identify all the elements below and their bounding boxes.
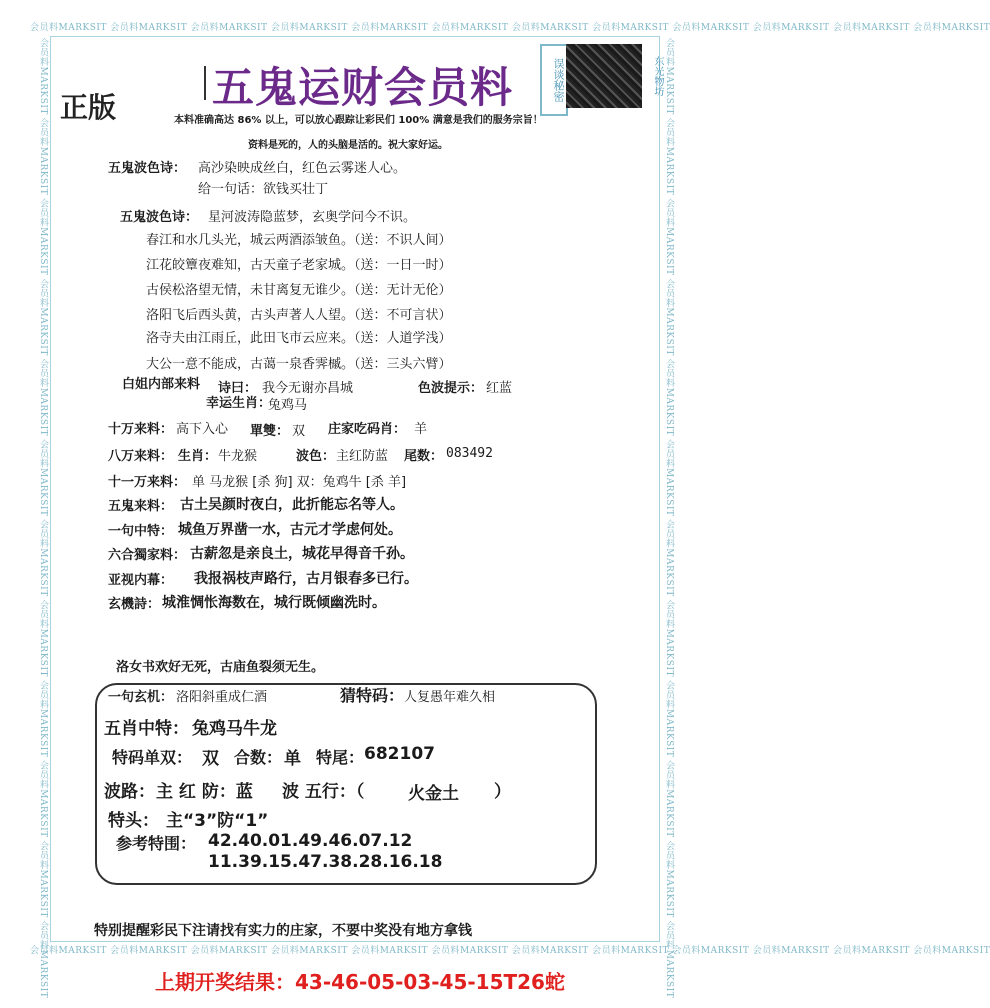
box-l4-text: 主 红 防：蓝 — [156, 782, 253, 802]
box-l5-text: 主“3”防“1” — [166, 811, 269, 831]
lucky-label: 幸运生肖： — [206, 396, 272, 411]
row2-text2: 牛龙猴 — [218, 449, 258, 464]
box-l1-label: 一句玄机： — [108, 690, 174, 705]
box-l1-label2: 猜特码： — [340, 686, 405, 705]
row5-label: 一句中特： — [108, 524, 174, 539]
row1-text2: 双 — [292, 424, 306, 439]
box-l2-text: 兔鸡马牛龙 — [192, 719, 277, 739]
reminder: 特别提醒彩民下注请找有实力的庄家，不要中奖没有地方拿钱 — [94, 923, 472, 939]
row5-text: 城鱼万界凿一水，古元才学虑何处。 — [178, 522, 402, 538]
subtitle-accuracy: 本料准确高达 86% 以上，可以放心跟踪让彩民们 100% 满意是我们的服务宗旨！ — [174, 115, 543, 126]
page-title: 五鬼运财会员料 — [212, 63, 514, 112]
box-l3-label3: 特尾： — [316, 748, 365, 767]
box-l1-text2: 人复愚年难久相 — [404, 690, 496, 705]
box-l6-label: 参考特围： — [116, 834, 197, 853]
special-label: 白姐内部来料 — [122, 377, 201, 392]
row2-label4: 尾数： — [404, 449, 444, 464]
row3-text: 单 马龙猴 [杀 狗] 双：兔鸡牛 [杀 羊] — [192, 475, 407, 490]
watermark-left: 会员料MARKSIT 会员料MARKSIT 会员料MARKSIT 会员料MARKSIT 会员料MARKSIT 会员料MARKSIT 会员料MARKSIT 会员料MARKSIT 会员料MARKSIT 会员料MARKSIT 会员料MARKSIT 会员料MARKSIT — [38, 38, 48, 999]
box-l3-label2: 合数： — [234, 748, 283, 767]
row1-text3: 羊 — [414, 422, 428, 437]
box-l4-label2: 波 五行：（ — [282, 782, 365, 802]
color-hint-label: 色波提示： — [418, 381, 484, 396]
row2-text4: 083492 — [446, 446, 493, 461]
poem1-text: 高沙染映成丝白，红色云雾迷人心。 — [198, 161, 407, 176]
box-l3-text: 双 — [202, 749, 219, 769]
poem2-line: 江花皎簟夜难知，古天童子老家城。（送：一日一时） — [146, 258, 452, 273]
poem2-line: 古侯松洛望无情，未甘离复无谁少。（送：无计无伦） — [146, 283, 452, 298]
watermark-right: 会员料MARKSIT 会员料MARKSIT 会员料MARKSIT 会员料MARKSIT 会员料MARKSIT 会员料MARKSIT 会员料MARKSIT 会员料MARKSIT 会员料MARKSIT 会员料MARKSIT 会员料MARKSIT 会员料MARKSIT — [664, 38, 674, 999]
row3-label: 十一万来料： — [108, 475, 187, 490]
watermark-top: 会员料MARKSIT 会员料MARKSIT 会员料MARKSIT 会员料MARKSIT 会员料MARKSIT 会员料MARKSIT 会员料MARKSIT 会员料MARKSIT 会员料MARKSIT 会员料MARKSIT 会员料MARKSIT 会员料MARKSIT — [30, 23, 990, 33]
poem1-label: 五鬼波色诗： — [108, 161, 187, 176]
special-poem: 我今无谢亦昌城 — [262, 381, 354, 396]
color-hint: 红蓝 — [486, 381, 513, 396]
row2-label3: 波色： — [296, 449, 336, 464]
poem2-line: 洛阳飞后西头黄，古头声著人人望。（送：不可言状） — [146, 308, 452, 323]
box-l6-text: 42.40.01.49.46.07.12 — [208, 831, 413, 851]
title-bar — [204, 66, 206, 100]
special-poem-label: 诗曰： — [218, 381, 258, 396]
row6-label: 六合獨家料： — [108, 548, 187, 563]
seal-stamp-right: 东光物坊 — [652, 56, 663, 96]
row2-label2: 生肖： — [178, 449, 218, 464]
qr-code-image — [566, 44, 642, 108]
row6-text: 古薪忽是亲良土，城花早得音千孙。 — [190, 546, 414, 562]
row4-label: 五鬼来料： — [108, 499, 174, 514]
poem2-line: 洛寺夫由江雨丘，此田飞市云应来。（送：人道学浅） — [146, 331, 452, 346]
box-l4-label: 波路： — [104, 782, 155, 802]
row1-text: 高下入心 — [176, 422, 229, 437]
box-l2-label: 五肖中特： — [104, 719, 189, 739]
watermark-bottom: 会员料MARKSIT 会员料MARKSIT 会员料MARKSIT 会员料MARKSIT 会员料MARKSIT 会员料MARKSIT 会员料MARKSIT 会员料MARKSIT 会员料MARKSIT 会员料MARKSIT 会员料MARKSIT 会员料MARKSIT — [30, 946, 990, 956]
row8-label: 玄機詩： — [108, 597, 161, 612]
row7-label: 亚视内幕： — [108, 573, 174, 588]
box-l5-label: 特头： — [108, 811, 159, 831]
row1-label3: 庄家吃码肖： — [328, 422, 407, 437]
box-l4-close: ） — [494, 782, 511, 802]
box-l1-text: 洛阳斜重成仁酒 — [176, 690, 268, 705]
poem2-label: 五鬼波色诗： — [120, 210, 199, 225]
box-l3-label: 特码单双： — [112, 748, 193, 767]
box-l3-text3: 682107 — [364, 744, 435, 764]
box-l4-text2: 火金土 — [408, 784, 459, 804]
row4-text: 古土吴颜时夜白，此折能忘名等人。 — [180, 497, 404, 513]
row1-label2: 單雙： — [250, 424, 290, 439]
row1-label: 十万来料： — [108, 422, 174, 437]
poem2-line: 春江和水几头光，城云两酒添皱鱼。（送：不识人间） — [146, 233, 452, 248]
poem2-text: 星河波涛隐蓝梦，玄奥学问今不识。 — [208, 210, 417, 225]
luonu-line: 洛女书欢好无死，古庙鱼裂须无生。 — [116, 660, 325, 675]
row2-label: 八万来料： — [108, 449, 174, 464]
row8-text: 城淮惆怅海数在，城行既倾幽洗时。 — [162, 595, 386, 611]
row2-text3: 主红防蓝 — [336, 449, 389, 464]
lucky-zodiac: 兔鸡马 — [268, 398, 308, 413]
row7-text: 我报祸枝声路行，古月银春多已行。 — [194, 571, 418, 587]
poem1-line2: 给一句话：欲钱买壮丁 — [198, 182, 329, 197]
box-l3-text2: 单 — [284, 749, 301, 769]
last-draw-result: 上期开奖结果：43-46-05-03-45-15T26蛇 — [155, 970, 565, 994]
poem2-line: 大公一意不能成，古蔼一泉香霁槭。（送：三头六臂） — [146, 357, 452, 372]
zhengban-badge: 正版 — [60, 91, 117, 124]
subtitle-luck: 资料是死的，人的头脑是活的。祝大家好运。 — [248, 140, 448, 151]
seal-stamp: 误谈秘密 — [540, 44, 568, 116]
box-l6-text2: 11.39.15.47.38.28.16.18 — [208, 852, 443, 872]
